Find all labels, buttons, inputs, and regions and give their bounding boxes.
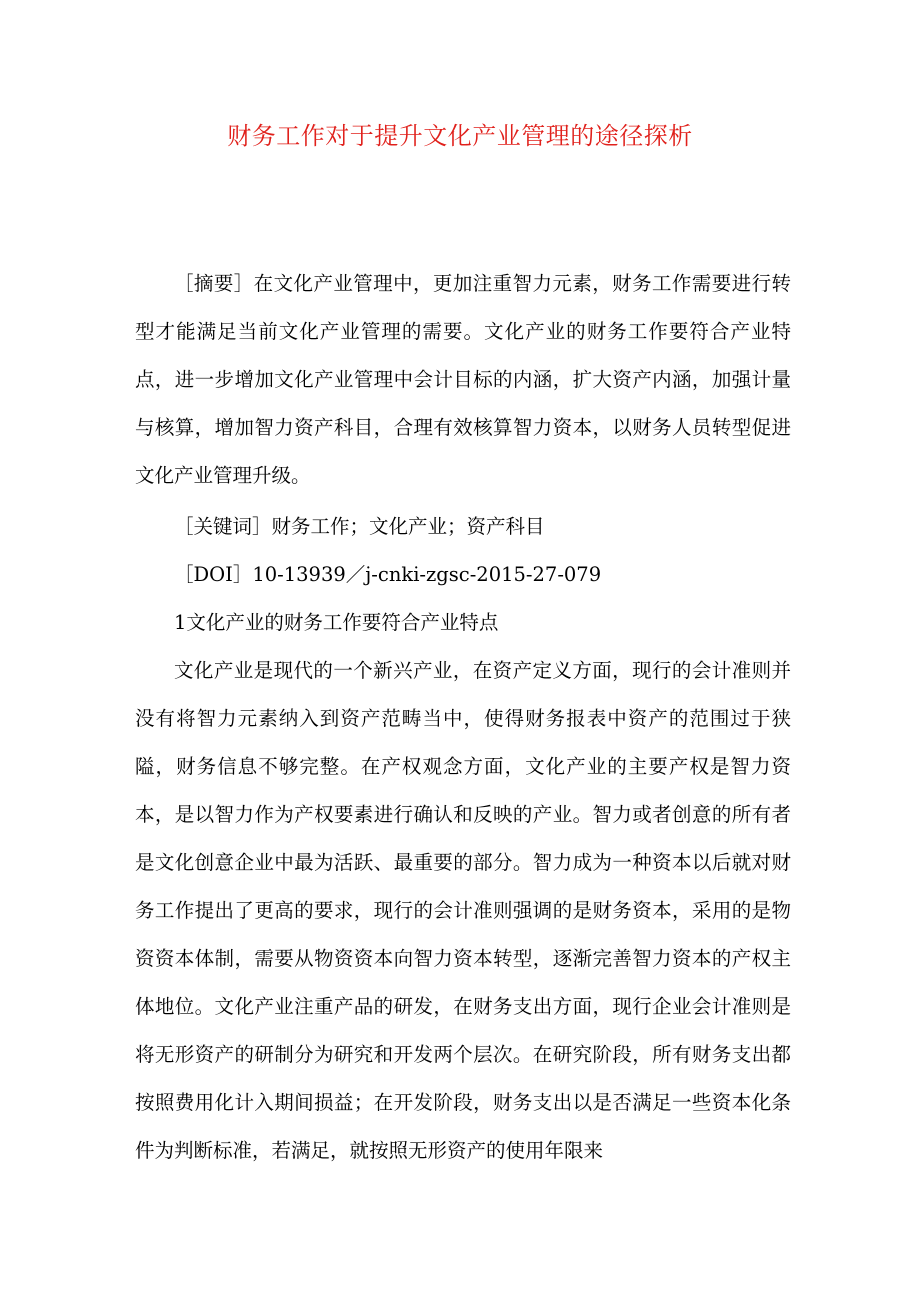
doi-line: ［DOI］10-13939／j-cnki-zgsc-2015-27-079 — [174, 563, 602, 586]
section-heading: 1文化产业的财务工作要符合产业特点 — [174, 611, 499, 634]
abstract-paragraph: ［摘要］在文化产业管理中，更加注重智力元素，财务工作需要进行转型才能满足当前文化产业管理的需要。文化产业的财务工作要符合产业特点，进一步增加文化产业管理中会计目标的内涵，扩大资产内涵，加强计量与核算，增加智力资产科目，合理有效核算智力资本，以财务人员转型促进文化产业管理升级。 — [135, 272, 791, 487]
keywords-line: ［关键词］财务工作；文化产业；资产科目 — [174, 515, 545, 538]
document-body — [135, 260, 791, 1178]
section-paragraph: 文化产业是现代的一个新兴产业，在资产定义方面，现行的会计准则并没有将智力元素纳入到资产范畴当中，使得财务报表中资产的范围过于狭隘，财务信息不够完整。在产权观念方面，文化产业的主要产权是智力资本，是以智力作为产权要素进行确认和反映的产业。智力或者创意的所有者是文化创意企业中最为活跃、最重要的部分。智力成为一种资本以后就对财务工作提出了更高的要求，现行的会计准则强调的是财务资本，采用的是物资资本体制，需要从物资资本向智力资本转型，逐渐完善智力资本的产权主体地位。文化产业注重产品的研发，在财务支出方面，现行企业会计准则是将无形资产的研制分为研究和开发两个层次。在研究阶段，所有财务支出都按照费用化计入期间损益；在开发阶段，财务支出以是否满足一些资本化条件为判断标准，若满足，就按照无形资产的使用年限来 — [135, 659, 791, 1162]
document-title: 财务工作对于提升文化产业管理的途径探析 — [227, 122, 693, 150]
